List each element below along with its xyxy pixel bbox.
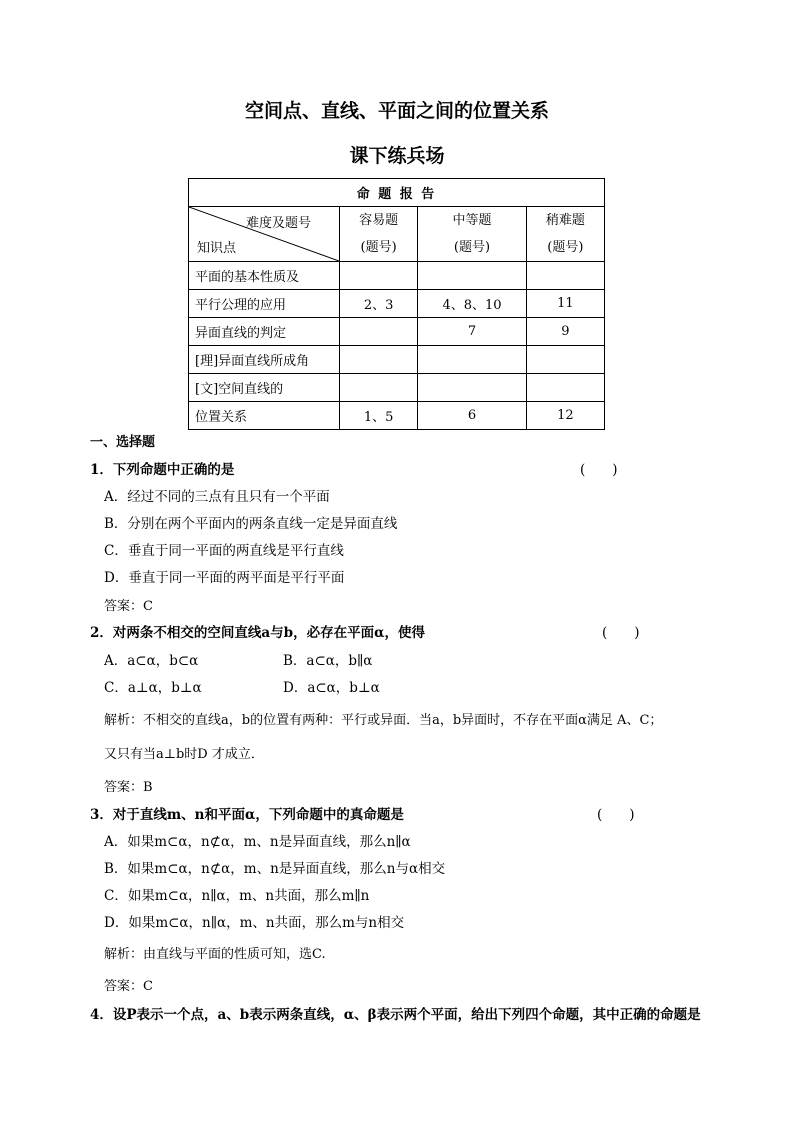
question-1-stem: 1．下列命题中正确的是 xyxy=(90,462,235,478)
q2-option-a: A．a⊂α，b⊂α xyxy=(104,653,199,669)
q1-option-b: B．分别在两个平面内的两条直线一定是异面直线 xyxy=(104,516,398,532)
table-row: 位置关系 1、5 6 12 xyxy=(189,402,605,430)
q2-analysis-line-2: 又只有当a⊥b时D 才成立． xyxy=(104,747,264,762)
question-4-stem: 4．设P表示一个点，a、b表示两条直线，α、β表示两个平面，给出下列四个命题，其中正确的命题是 xyxy=(90,1007,701,1023)
q1-option-d: D．垂直于同一平面的两平面是平行平面 xyxy=(104,570,345,586)
question-1-answer-blank: ( ) xyxy=(580,462,618,478)
q2-analysis-line-1: 解析：不相交的直线a，b的位置有两种：平行或异面．当a，b异面时，不存在平面α满足 A、C； xyxy=(104,713,663,728)
page-subtitle: 课下练兵场 xyxy=(349,145,445,167)
question-3-answer-blank: ( ) xyxy=(597,807,635,823)
q2-option-b: B．a⊂α，b∥α xyxy=(283,653,373,669)
q3-option-d: D．如果m⊂α，n∥α，m、n共面，那么m与n相交 xyxy=(104,915,405,931)
col-header-medium: 中等题 (题号) xyxy=(418,207,526,262)
q2-answer: 答案：B xyxy=(104,780,153,795)
q2-option-d: D．a⊂α，b⊥α xyxy=(283,680,380,696)
question-2-answer-blank: ( ) xyxy=(602,625,640,641)
q1-answer: 答案：C xyxy=(104,599,153,614)
table-row: [文]空间直线的 xyxy=(189,374,605,402)
table-row: 平行公理的应用 2、3 4、8、10 11 xyxy=(189,290,605,318)
q2-option-c: C．a⊥α，b⊥α xyxy=(104,680,202,696)
section-heading: 一、选择题 xyxy=(90,435,156,450)
table-row: 异面直线的判定 7 9 xyxy=(189,318,605,346)
q3-option-c: C．如果m⊂α，n∥α，m、n共面，那么m∥n xyxy=(104,888,370,904)
table-row: [理]异面直线所成角 xyxy=(189,346,605,374)
q1-option-a: A．经过不同的三点有且只有一个平面 xyxy=(104,489,330,505)
question-3-stem: 3．对于直线m、n和平面α，下列命题中的真命题是 xyxy=(90,807,404,823)
diag-top-label: 难度及题号 xyxy=(245,216,311,231)
q3-answer: 答案：C xyxy=(104,979,153,994)
diagonal-header-cell xyxy=(189,207,340,262)
q1-option-c: C．垂直于同一平面的两直线是平行直线 xyxy=(104,543,344,559)
page-title: 空间点、直线、平面之间的位置关系 xyxy=(244,100,549,122)
q3-analysis: 解析：由直线与平面的性质可知，选C. xyxy=(104,947,326,962)
col-header-hard: 稍难题 (题号) xyxy=(526,207,604,262)
q3-option-b: B．如果m⊂α，n⊄α，m、n是异面直线，那么n与α相交 xyxy=(104,861,446,877)
col-header-easy: 容易题 (题号) xyxy=(340,207,418,262)
report-table xyxy=(188,178,605,430)
diag-bottom-label: 知识点 xyxy=(197,241,237,256)
report-heading: 命 题 报 告 xyxy=(189,179,605,207)
question-2-stem: 2．对两条不相交的空间直线a与b，必存在平面α，使得 xyxy=(90,625,425,641)
table-row: 平面的基本性质及 xyxy=(189,262,605,290)
q3-option-a: A．如果m⊂α，n⊄α，m、n是异面直线，那么n∥α xyxy=(104,834,411,850)
